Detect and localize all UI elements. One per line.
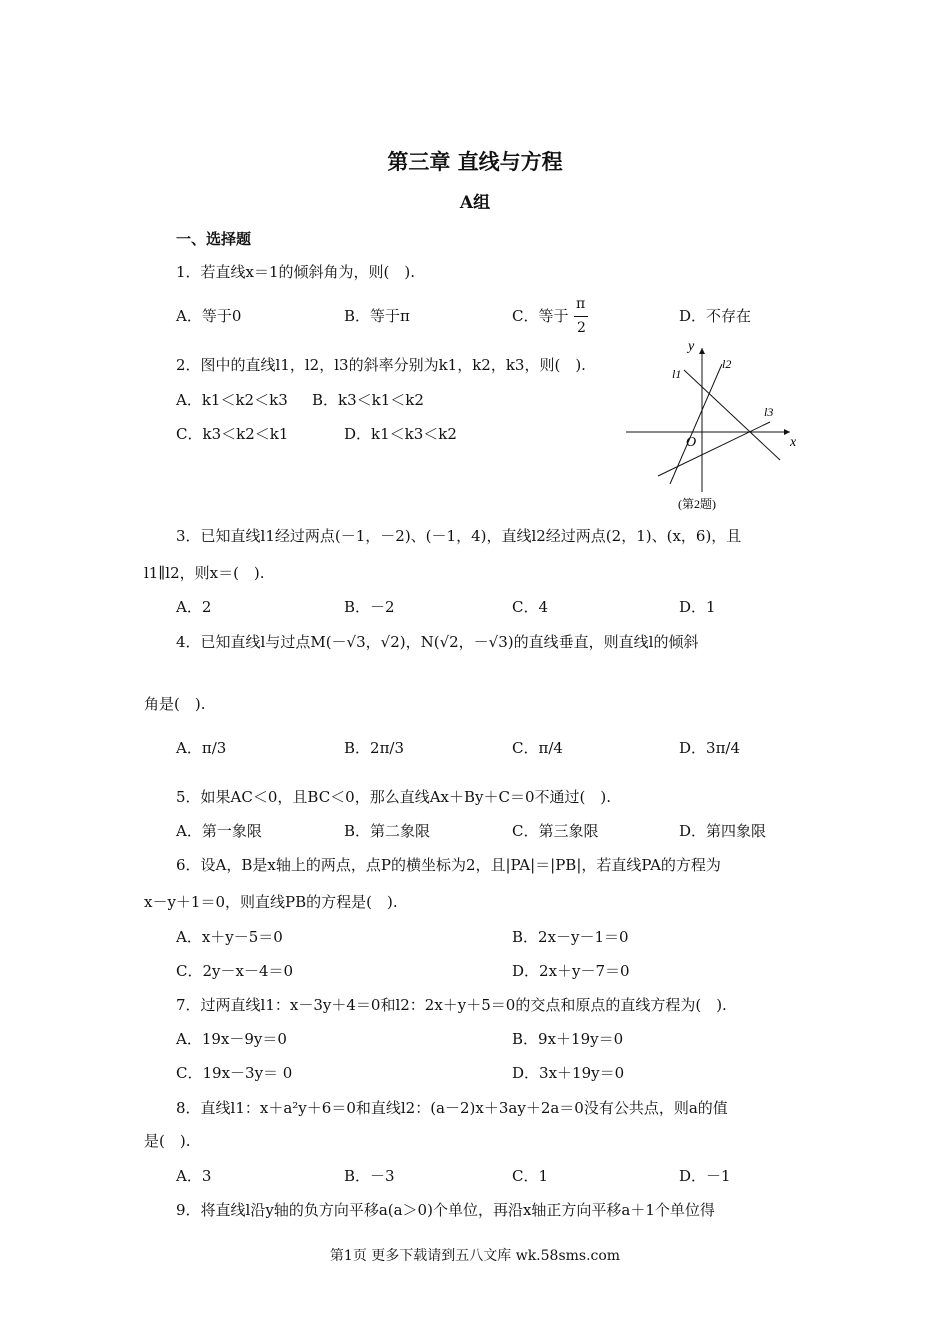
question-6-stem-line2: x－y＋1＝0，则直线PB的方程是( ). (144, 893, 398, 911)
question-3-stem-line1: 3．已知直线l1经过两点(－1，－2)、(－1，4)，直线l2经过两点(2，1)、(x，6)，且 (176, 527, 742, 545)
q6-option-a: A．x＋y－5＝0 (176, 928, 283, 946)
l1-label: l1 (672, 367, 682, 381)
q2-option-a: A．k1＜k2＜k3 (176, 391, 288, 409)
figure-caption: (第2题) (678, 497, 716, 511)
q7-option-a: A．19x－9y＝0 (176, 1030, 287, 1048)
q2-option-d: D．k1＜k3＜k2 (344, 425, 457, 443)
question-4-stem-line1: 4．已知直线l与过点M(－√3，√2)，N(√2，－√3)的直线垂直，则直线l的倾斜 (176, 633, 699, 651)
q5-option-c: C．第三象限 (512, 822, 599, 840)
question-8-stem-line2: 是( ). (144, 1132, 191, 1150)
q2-option-c: C．k3＜k2＜k1 (176, 425, 289, 443)
q7-option-c: C．19x－3y＝ 0 (176, 1064, 293, 1082)
q7-option-b: B．9x＋19y＝0 (512, 1030, 624, 1048)
question-7-stem: 7．过两直线l1：x－3y＋4＝0和l2：2x＋y＋5＝0的交点和原点的直线方程为( ). (176, 996, 727, 1014)
group-title: A组 (459, 193, 491, 213)
section-heading: 一、选择题 (176, 230, 252, 248)
q1-option-c-frac-den: 2 (577, 320, 586, 336)
q1-option-c: C．等于 (512, 307, 569, 325)
q2-option-b: B．k3＜k1＜k2 (312, 391, 424, 409)
question-3-stem-line2: l1∥l2，则x＝( ). (144, 564, 265, 582)
q4-option-b: B．2π/3 (344, 739, 405, 757)
question-6-stem-line1: 6．设A，B是x轴上的两点，点P的横坐标为2，且|PA|＝|PB|，若直线PA的方程为 (176, 856, 721, 874)
q1-option-b: B．等于π (344, 307, 410, 325)
q5-option-b: B．第二象限 (344, 822, 431, 840)
q4-option-c: C．π/4 (512, 739, 563, 757)
q8-option-a: A．3 (176, 1167, 212, 1185)
y-axis-label: y (688, 339, 695, 354)
q8-option-c: C．1 (512, 1167, 549, 1185)
page-title: 第三章 直线与方程 (387, 149, 563, 174)
question-1-stem: 1．若直线x＝1的倾斜角为，则( ). (176, 263, 416, 281)
q6-option-b: B．2x－y－1＝0 (512, 928, 629, 946)
q1-option-a: A．等于0 (176, 307, 242, 325)
origin-label: O (686, 435, 697, 450)
q6-option-c: C．2y－x－4＝0 (176, 962, 294, 980)
q8-option-d: D．－1 (679, 1167, 731, 1185)
question-9-stem-line1: 9．将直线l沿y轴的负方向平移a(a＞0)个单位，再沿x轴正方向平移a＋1个单位得 (176, 1201, 715, 1219)
question-8-stem-line1: 8．直线l1：x＋a²y＋6＝0和直线l2：(a－2)x＋3ay＋2a＝0没有公共点，则a的值 (176, 1099, 728, 1117)
q3-option-b: B．－2 (344, 598, 395, 616)
line-l3 (658, 422, 770, 476)
q3-option-d: D．1 (679, 598, 716, 616)
l3-label: l3 (764, 405, 774, 419)
q4-option-d: D．3π/4 (679, 739, 741, 757)
q1-option-c-frac-num: π (576, 296, 586, 312)
q7-option-d: D．3x＋19y＝0 (512, 1064, 625, 1082)
l2-label: l2 (722, 357, 732, 371)
q8-option-b: B．－3 (344, 1167, 395, 1185)
question-2-stem: 2．图中的直线l1，l2，l3的斜率分别为k1，k2，k3，则( ). (176, 356, 586, 374)
question-2-figure (622, 336, 812, 516)
q3-option-c: C．4 (512, 598, 549, 616)
q3-option-a: A．2 (176, 598, 212, 616)
q1-option-d: D．不存在 (679, 307, 752, 325)
fraction-bar (574, 316, 588, 317)
q6-option-d: D．2x＋y－7＝0 (512, 962, 630, 980)
x-axis-label: x (790, 435, 797, 450)
page-footer: 第1页 更多下载请到五八文库 wk.58sms.com (329, 1248, 621, 1264)
q5-option-a: A．第一象限 (176, 822, 262, 840)
question-4-stem-line2: 角是( ). (144, 695, 206, 713)
question-5-stem: 5．如果AC＜0，且BC＜0，那么直线Ax＋By＋C＝0不通过( ). (176, 788, 612, 806)
q5-option-d: D．第四象限 (679, 822, 767, 840)
q4-option-a: A．π/3 (176, 739, 227, 757)
